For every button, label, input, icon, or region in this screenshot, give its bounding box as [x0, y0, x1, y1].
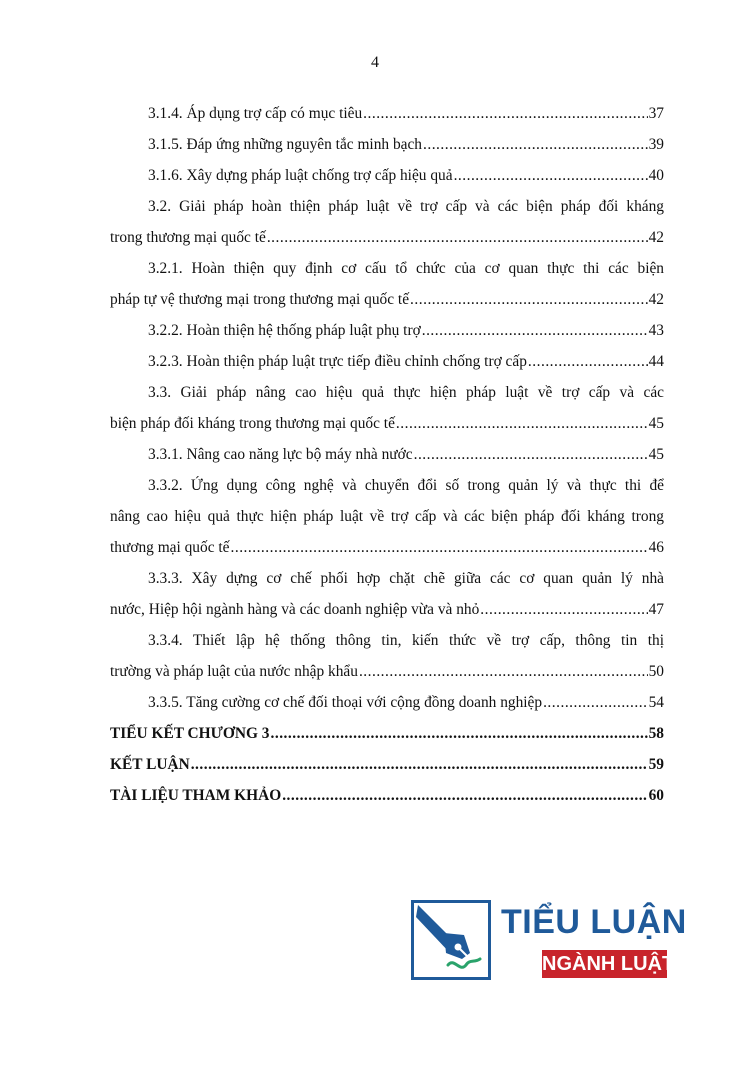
toc-entry-label: 3.2.3. Hoàn thiện pháp luật trực tiếp điều chỉnh chống trợ cấp — [148, 353, 527, 370]
toc-leader-dots — [363, 98, 647, 129]
toc-entry-3-3-4[interactable] — [110, 625, 664, 687]
toc-leader-dots — [528, 346, 648, 377]
toc-entry-3-3[interactable] — [110, 377, 664, 439]
toc-entry-page: 59 — [648, 756, 664, 773]
toc-leader-dots — [396, 408, 648, 439]
toc-entry-page: 50 — [648, 663, 664, 680]
toc-entry-label: KẾT LUẬN — [110, 756, 190, 773]
toc-leader-dots — [480, 594, 647, 625]
toc-entry-page: 39 — [648, 136, 664, 153]
toc-entry-3-3-2[interactable] — [110, 470, 664, 563]
toc-entry-label: 3.3.5. Tăng cường cơ chế đối thoại với cộng đồng doanh nghiệp — [148, 694, 543, 711]
toc-entry-label: 3.1.4. Áp dụng trợ cấp có mục tiêu — [148, 105, 363, 122]
toc-entry-3-2[interactable] — [110, 191, 664, 253]
toc-entry-label: TIỂU KẾT CHƯƠNG 3 — [110, 725, 270, 742]
toc-entry-page: 60 — [648, 787, 664, 804]
toc-entry-label: 3.1.5. Đáp ứng những nguyên tắc minh bạch — [148, 136, 422, 153]
toc-entry-3-3-5[interactable] — [110, 687, 664, 718]
table-of-contents — [110, 98, 664, 811]
toc-entry-3-3-1[interactable] — [110, 439, 664, 470]
toc-entry-page: 40 — [648, 167, 664, 184]
toc-entry-line: 3.2.1. Hoàn thiện quy định cơ cấu tổ chức của cơ quan thực thi các biện — [148, 260, 664, 277]
toc-leader-dots — [410, 284, 648, 315]
toc-entry-3-3-3[interactable] — [110, 563, 664, 625]
toc-leader-dots — [422, 315, 648, 346]
pen-nib-icon — [411, 900, 491, 980]
toc-leader-dots — [414, 439, 648, 470]
toc-entry-3-1-5[interactable] — [110, 129, 664, 160]
toc-entry-label: trong thương mại quốc tế — [110, 229, 266, 246]
toc-entry-line: 3.3.4. Thiết lập hệ thống thông tin, kiến thức về trợ cấp, thông tin thị — [148, 632, 664, 649]
toc-entry-3-1-4[interactable] — [110, 98, 664, 129]
toc-entry-line: nâng cao hiệu quả thực hiện pháp luật về trợ cấp và các biện pháp đối kháng trong — [110, 508, 664, 525]
toc-entry-label: trường và pháp luật của nước nhập khẩu — [110, 663, 358, 680]
toc-entry-line: 3.3.3. Xây dựng cơ chế phối hợp chặt chẽ giữa các cơ quan quản lý nhà — [148, 570, 664, 587]
toc-leader-dots — [271, 718, 648, 749]
toc-leader-dots — [231, 532, 648, 563]
toc-entry-label: 3.3.1. Nâng cao năng lực bộ máy nhà nước — [148, 446, 413, 463]
toc-entry-label: biện pháp đối kháng trong thương mại quốc tế — [110, 415, 395, 432]
toc-leader-dots — [267, 222, 648, 253]
toc-entry-page: 43 — [648, 322, 664, 339]
toc-entry-page: 47 — [648, 601, 664, 618]
toc-entry-label: thương mại quốc tế — [110, 539, 230, 556]
toc-entry-tieu-ket[interactable] — [110, 718, 664, 749]
toc-entry-ket-luan[interactable] — [110, 749, 664, 780]
toc-entry-3-1-6[interactable] — [110, 160, 664, 191]
toc-entry-label: TÀI LIỆU THAM KHẢO — [110, 787, 282, 804]
toc-entry-tai-lieu[interactable] — [110, 780, 664, 811]
toc-leader-dots — [191, 749, 648, 780]
toc-entry-page: 46 — [648, 539, 664, 556]
watermark-logo — [411, 900, 687, 982]
logo-title: TIỂU LUẬN — [501, 903, 687, 941]
page-number: 4 — [371, 54, 379, 71]
toc-entry-3-2-2[interactable] — [110, 315, 664, 346]
toc-entry-page: 44 — [648, 353, 664, 370]
logo-subtitle: NGÀNH LUẬT — [542, 950, 667, 978]
toc-leader-dots — [543, 687, 648, 718]
toc-entry-page: 54 — [648, 694, 664, 711]
toc-leader-dots — [423, 129, 648, 160]
toc-entry-line: 3.2. Giải pháp hoàn thiện pháp luật về trợ cấp và các biện pháp đối kháng — [148, 198, 664, 215]
toc-entry-line: 3.3.2. Ứng dụng công nghệ và chuyển đổi số trong quản lý và thực thi để — [148, 477, 664, 494]
toc-entry-page: 42 — [648, 291, 664, 308]
toc-entry-page: 37 — [648, 105, 664, 122]
toc-entry-3-2-3[interactable] — [110, 346, 664, 377]
toc-leader-dots — [454, 160, 648, 191]
toc-leader-dots — [359, 656, 648, 687]
toc-entry-3-2-1[interactable] — [110, 253, 664, 315]
toc-entry-page: 58 — [648, 725, 664, 742]
toc-entry-label: nước, Hiệp hội ngành hàng và các doanh nghiệp vừa và nhỏ — [110, 601, 480, 618]
toc-entry-line: 3.3. Giải pháp nâng cao hiệu quả thực hiện pháp luật về trợ cấp và các — [148, 384, 664, 401]
toc-entry-page: 42 — [648, 229, 664, 246]
toc-entry-page: 45 — [648, 415, 664, 432]
toc-entry-page: 45 — [648, 446, 664, 463]
toc-leader-dots — [282, 780, 647, 811]
toc-entry-label: 3.1.6. Xây dựng pháp luật chống trợ cấp hiệu quả — [148, 167, 453, 184]
toc-entry-label: pháp tự vệ thương mại trong thương mại quốc tế — [110, 291, 410, 308]
toc-entry-label: 3.2.2. Hoàn thiện hệ thống pháp luật phụ trợ — [148, 322, 421, 339]
